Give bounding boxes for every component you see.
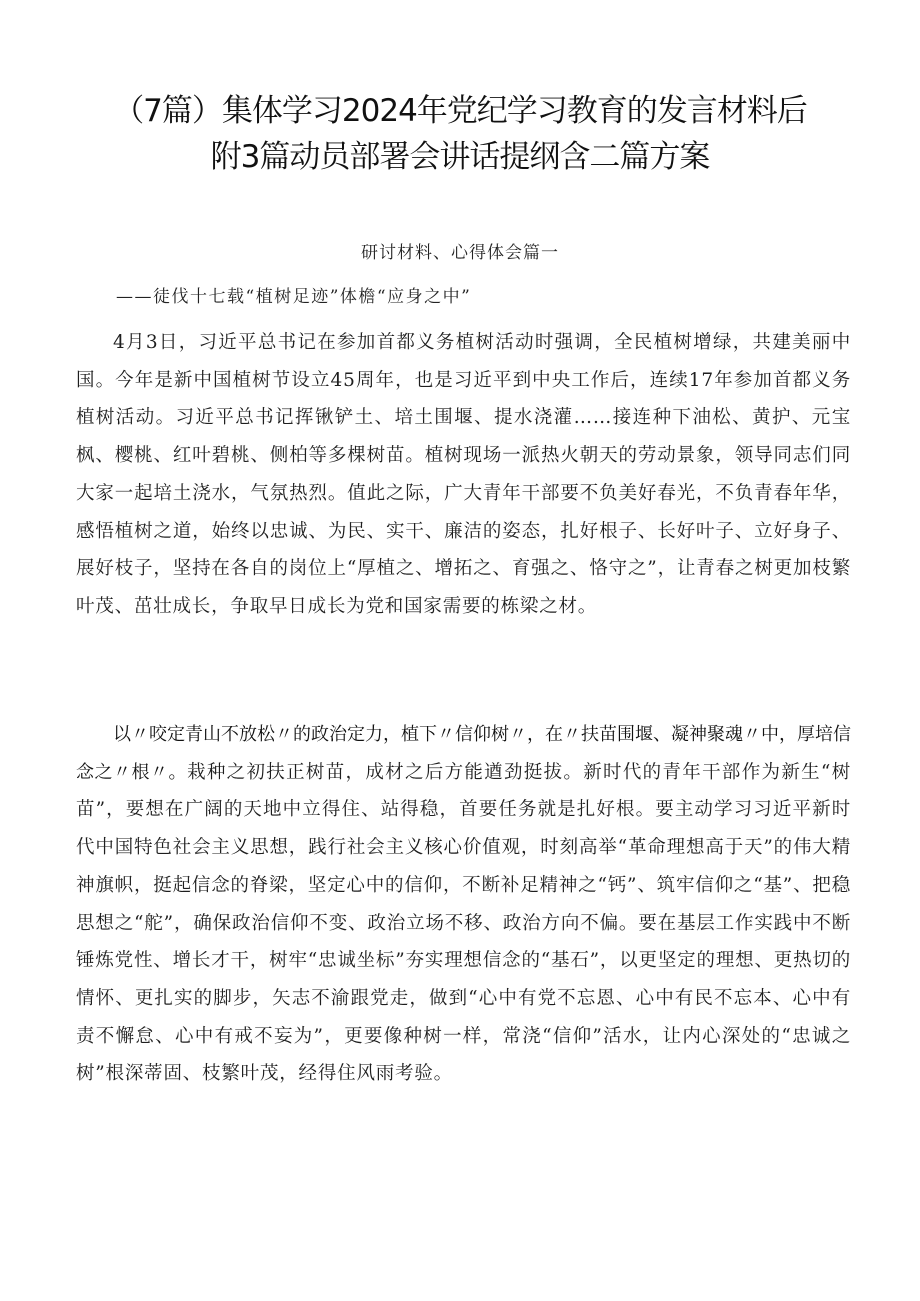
- document-title-line-2: 附3篇动员部署会讲话提纲含二篇方案: [210, 139, 710, 175]
- body-paragraph-1: 4月3日，习近平总书记在参加首都义务植树活动时强调，全民植树增绿，共建美丽中国。今年是新中国植树节设立45周年，也是习近平到中央工作后，连续17年参加首都义务植树活动。习近平总书记挥锹铲土、培土围堰、提水浇灌……接连种下油松、黄护、元宝枫、樱桃、红叶碧桃、侧柏等多棵树苗。植树现场一派热火朝天的劳动景象，领导同志们同大家一起培土浇水，气氛热烈。值此之际，广大青年干部要不负美好春光，不负青春年华，感悟植树之道，始终以忠诚、为民、实干、廉洁的姿态，扎好根子、长好叶子、立好身子、展好枝子，坚持在各自的岗位上“厚植之、增拓之、育强之、恪守之”，让青春之树更加枝繁叶茂、茁壮成长，争取早日成长为党和国家需要的栋梁之材。: [76, 332, 851, 617]
- paragraph-lead-heading: 以〃咬定青山不放松〃的政治定力，植下〃信仰树〃，在〃扶苗围堰、凝神聚魂〃中，厚培信念之〃根〃。: [76, 724, 851, 783]
- document-title-line-1: （7篇）集体学习2024年党纪学习教育的发言材料后: [113, 93, 807, 129]
- section-title: 研讨材料、心得体会篇一: [361, 243, 559, 263]
- paragraph-body-text: 栽种之初扶正树苗，成材之后方能遒劲挺拔。新时代的青年干部作为新生“树苗”，要想在广阔的天地中立得住、站得稳，首要任务就是扎好根。要主动学习习近平新时代中国特色社会主义思想，践行社会主义核心价值观，时刻高举“革命理想高于天”的伟大精神旗帜，挺起信念的脊梁，坚定心中的信仰，不断补足精神之“钙”、筑牢信仰之“基”、把稳思想之“舵”，确保政治信仰不变、政治立场不移、政治方向不偏。要在基层工作实践中不断锤炼党性、增长才干，树牢“忠诚坐标”夯实理想信念的“基石”，以更坚定的理想、更热切的情怀、更扎实的脚步，矢志不渝跟党走，做到“心中有党不忘恩、心中有民不忘本、心中有责不懈怠、心中有戒不妄为”，更要像种树一样，常浇“信仰”活水，让内心深处的“忠诚之树”根深蒂固、枝繁叶茂，经得住风雨考验。: [76, 761, 852, 1085]
- section-subtitle: ——徒伐十七载“植树足迹”体檐“应身之中”: [116, 287, 472, 307]
- body-paragraph-2: [76, 716, 851, 1093]
